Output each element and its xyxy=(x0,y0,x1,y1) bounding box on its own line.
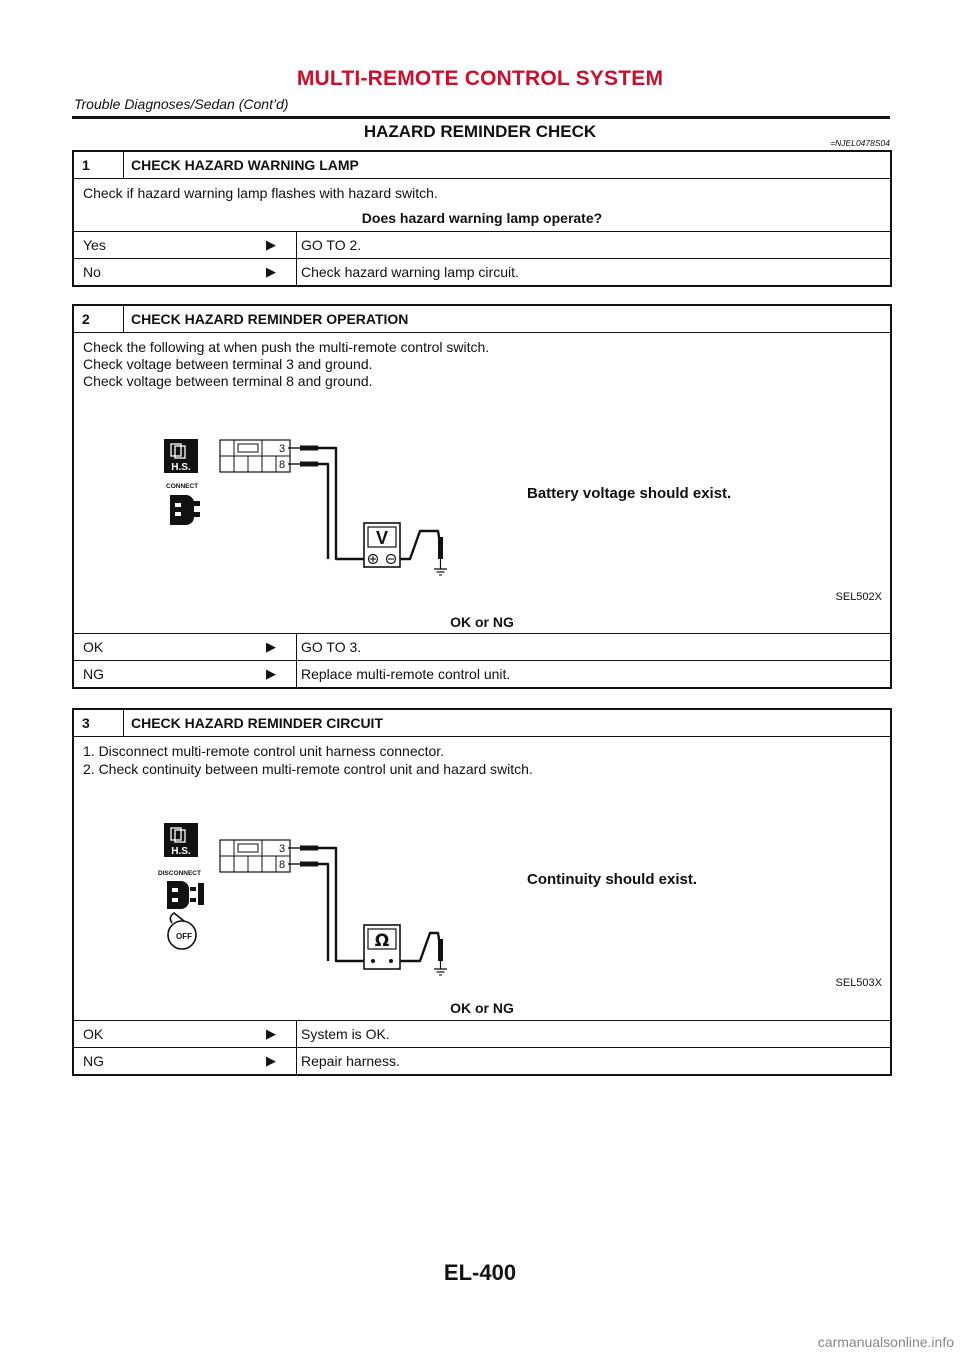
column-divider xyxy=(296,1048,297,1074)
column-divider xyxy=(296,661,297,687)
decision-question: Does hazard warning lamp operate? xyxy=(361,210,603,226)
result-key: Yes xyxy=(83,237,106,253)
figure-code: SEL503X xyxy=(835,977,882,989)
terminal-8-label: 8 xyxy=(279,859,286,871)
right-triangle-icon: ▶ xyxy=(266,639,276,654)
connector-face xyxy=(220,840,290,872)
right-triangle-icon: ▶ xyxy=(266,666,276,681)
right-triangle-icon: ▶ xyxy=(266,264,276,279)
hs-label: H.S. xyxy=(171,462,191,473)
column-divider xyxy=(296,232,297,258)
key-off-label: OFF xyxy=(176,932,192,941)
instruction-line: Check voltage between terminal 3 and ground. xyxy=(83,356,373,372)
ohmmeter-icon xyxy=(364,925,400,969)
voltage-test-diagram xyxy=(74,429,890,599)
step-2-box xyxy=(72,304,892,689)
watermark: carmanualsonline.info xyxy=(817,1334,954,1350)
step-3-box xyxy=(72,708,892,1076)
figure-code: SEL502X xyxy=(835,591,882,603)
connector-face xyxy=(220,440,290,472)
instruction-line: Check if hazard warning lamp flashes with hazard switch. xyxy=(83,185,438,201)
disconnect-label: DISCONNECT xyxy=(158,870,201,877)
result-action: GO TO 2. xyxy=(301,237,362,253)
ground-symbol-icon xyxy=(434,939,447,975)
step-title: CHECK HAZARD REMINDER OPERATION xyxy=(131,311,409,327)
step-number: 1 xyxy=(74,152,124,178)
right-triangle-icon: ▶ xyxy=(266,237,276,252)
decision-question: OK or NG xyxy=(450,1000,514,1016)
result-key: NG xyxy=(83,1053,104,1069)
result-key: OK xyxy=(83,1026,104,1042)
header-rule xyxy=(72,116,890,119)
page-number: EL-400 xyxy=(443,1260,517,1285)
connect-label: CONNECT xyxy=(166,483,199,490)
result-action: System is OK. xyxy=(301,1026,390,1042)
step-title: CHECK HAZARD WARNING LAMP xyxy=(131,157,359,173)
hs-service-icon xyxy=(164,823,198,857)
result-row-ok xyxy=(74,1020,890,1047)
result-action: Repair harness. xyxy=(301,1053,400,1069)
column-divider xyxy=(296,259,297,285)
right-triangle-icon: ▶ xyxy=(266,1053,276,1068)
continuity-test-diagram xyxy=(74,817,890,977)
ground-symbol-icon xyxy=(434,537,447,575)
instruction-line: 1. Disconnect multi-remote control unit harness connector. xyxy=(83,743,445,759)
result-action: Check hazard warning lamp circuit. xyxy=(301,264,519,280)
result-key: OK xyxy=(83,639,104,655)
connector-disconnected-icon xyxy=(167,881,204,909)
step-number: 2 xyxy=(74,306,124,332)
terminal-8-label: 8 xyxy=(279,459,286,471)
result-row-ng xyxy=(74,1047,890,1074)
section-title: HAZARD REMINDER CHECK xyxy=(363,122,597,141)
meter-symbol: V xyxy=(375,528,389,548)
ignition-off-key-icon xyxy=(168,913,196,949)
result-row-no xyxy=(74,258,890,285)
result-row-yes xyxy=(74,231,890,258)
section-id: =NJEL0478S04 xyxy=(830,138,890,148)
voltmeter-icon xyxy=(364,523,400,567)
step-number: 3 xyxy=(74,710,124,736)
result-row-ok xyxy=(74,633,890,660)
result-key: No xyxy=(83,264,101,280)
document-subtitle: Trouble Diagnoses/Sedan (Cont’d) xyxy=(74,96,289,112)
result-action: GO TO 3. xyxy=(301,639,362,655)
right-triangle-icon: ▶ xyxy=(266,1026,276,1041)
meter-symbol: Ω xyxy=(374,931,390,951)
step-2-header xyxy=(74,306,890,332)
terminal-3-label: 3 xyxy=(279,843,286,855)
terminal-3-label: 3 xyxy=(279,443,286,455)
step-3-body xyxy=(74,736,890,1020)
step-title: CHECK HAZARD REMINDER CIRCUIT xyxy=(131,715,383,731)
step-1-header xyxy=(74,152,890,178)
result-key: NG xyxy=(83,666,104,682)
step-2-body xyxy=(74,332,890,633)
decision-question: OK or NG xyxy=(450,614,514,630)
step-3-header xyxy=(74,710,890,736)
column-divider xyxy=(296,1021,297,1047)
result-row-ng xyxy=(74,660,890,687)
hs-service-icon xyxy=(164,439,198,473)
result-action: Replace multi-remote control unit. xyxy=(301,666,511,682)
hs-label: H.S. xyxy=(171,846,191,857)
step-1-body xyxy=(74,178,890,231)
connector-connected-icon xyxy=(170,495,200,525)
column-divider xyxy=(296,634,297,660)
document-title: MULTI-REMOTE CONTROL SYSTEM xyxy=(296,67,664,90)
step-1-box xyxy=(72,150,892,287)
instruction-line: 2. Check continuity between multi-remote control unit and hazard switch. xyxy=(83,761,533,777)
expected-result-caption: Battery voltage should exist. xyxy=(527,485,732,502)
expected-result-caption: Continuity should exist. xyxy=(527,871,698,888)
instruction-line: Check the following at when push the multi-remote control switch. xyxy=(83,339,490,355)
instruction-line: Check voltage between terminal 8 and ground. xyxy=(83,373,373,389)
